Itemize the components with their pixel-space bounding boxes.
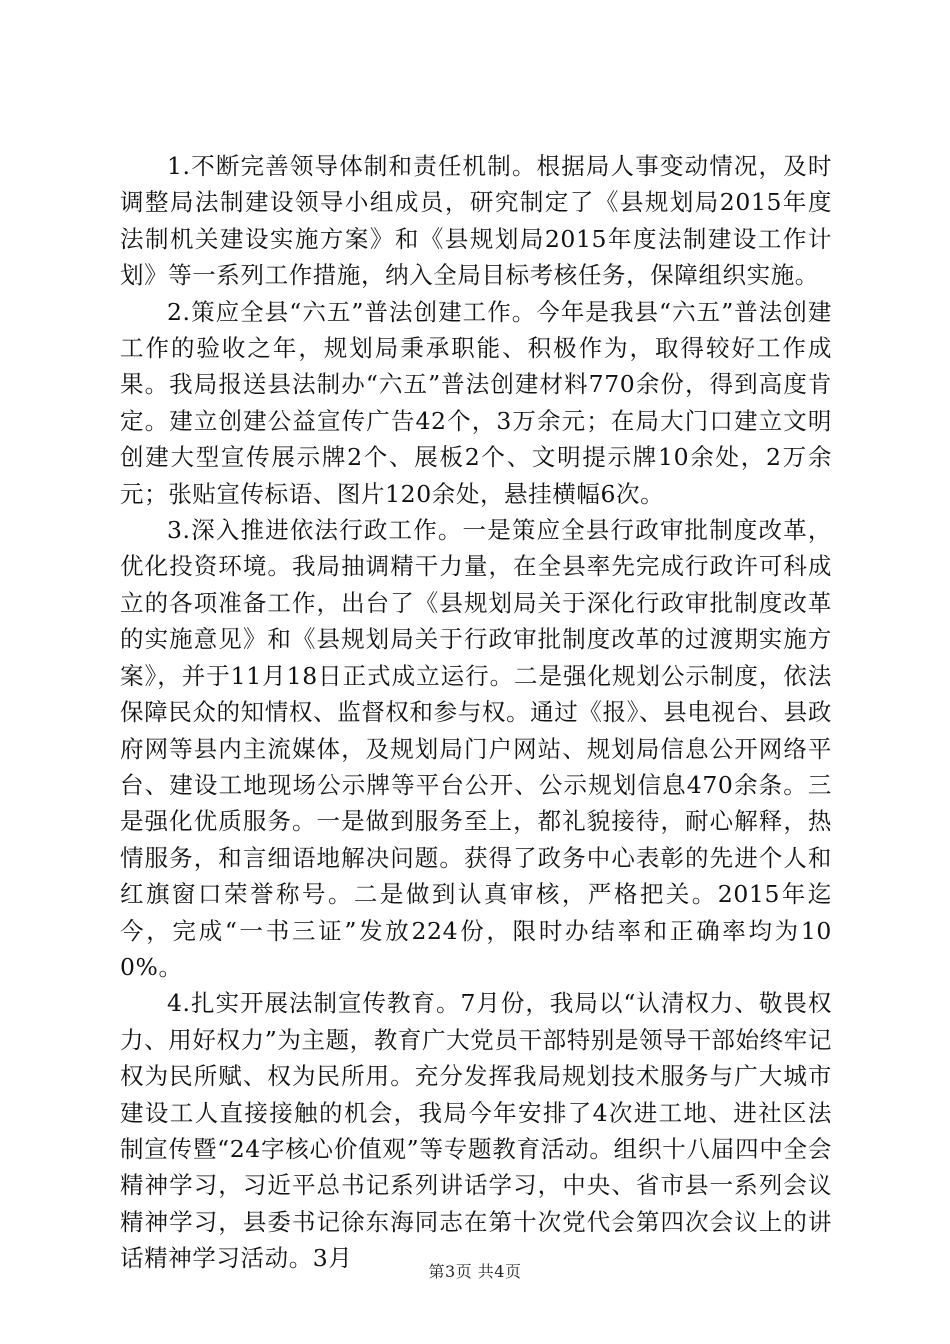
paragraph-2: 2.策应全县“六五”普法创建工作。今年是我县“六五”普法创建工作的验收之年，规划局秉承职能、积极作为，取得较好工作成果。我局报送县法制办“六五”普法创建材料770余份，得到高度肯定。建立创建公益宣传广告42个，3万余元；在局大门口建立文明创建大型宣传展示牌2个、展板2个、文明提示牌10余处，2万余元；张贴宣传标语、图片120余处，悬挂横幅6次。 bbox=[120, 297, 832, 508]
paragraph-4: 4.扎实开展法制宣传教育。7月份，我局以“认清权力、敬畏权力、用好权力”为主题，教育广大党员干部特别是领导干部始终牢记权为民所赋、权为民所用。充分发挥我局规划技术服务与广大城市建设工人直接接触的机会，我局今年安排了4次进工地、进社区法制宣传暨“24字核心价值观”等专题教育活动。组织十八届四中全会精神学习，习近平总书记系列讲话学习，中央、省市县一系列会议精神学习，县委书记徐东海同志在第十次党代会第四次会议上的讲话精神学习活动。3月 bbox=[120, 989, 832, 1273]
paragraph-1: 1.不断完善领导体制和责任机制。根据局人事变动情况，及时调整局法制建设领导小组成员，研究制定了《县规划局2015年度法制机关建设实施方案》和《县规划局2015年度法制建设工作计划》等一系列工作措施，纳入全局目标考核任务，保障组织实施。 bbox=[120, 152, 832, 290]
paragraph-3: 3.深入推进依法行政工作。一是策应全县行政审批制度改革，优化投资环境。我局抽调精干力量，在全县率先完成行政许可科成立的各项准备工作，出台了《县规划局关于深化行政审批制度改革的实施意见》和《县规划局关于行政审批制度改革的过渡期实施方案》，并于11月18日正式成立运行。二是强化规划公示制度，依法保障民众的知情权、监督权和参与权。通过《报》、县电视台、县政府网等县内主流媒体，及规划局门户网站、规划局信息公开网络平台、建设工地现场公示牌等平台公开、公示规划信息470余条。三是强化优质服务。一是做到服务至上，都礼貌接待，耐心解释，热情服务，和言细语地解决问题。获得了政务中心表彰的先进个人和红旗窗口荣誉称号。二是做到认真审核，严格把关。2015年迄今，完成“一书三证”发放224份，限时办结率和正确率均为100%。 bbox=[120, 516, 832, 981]
page-footer: 第3页 共4页 bbox=[428, 1262, 522, 1281]
document-body bbox=[120, 148, 832, 1277]
